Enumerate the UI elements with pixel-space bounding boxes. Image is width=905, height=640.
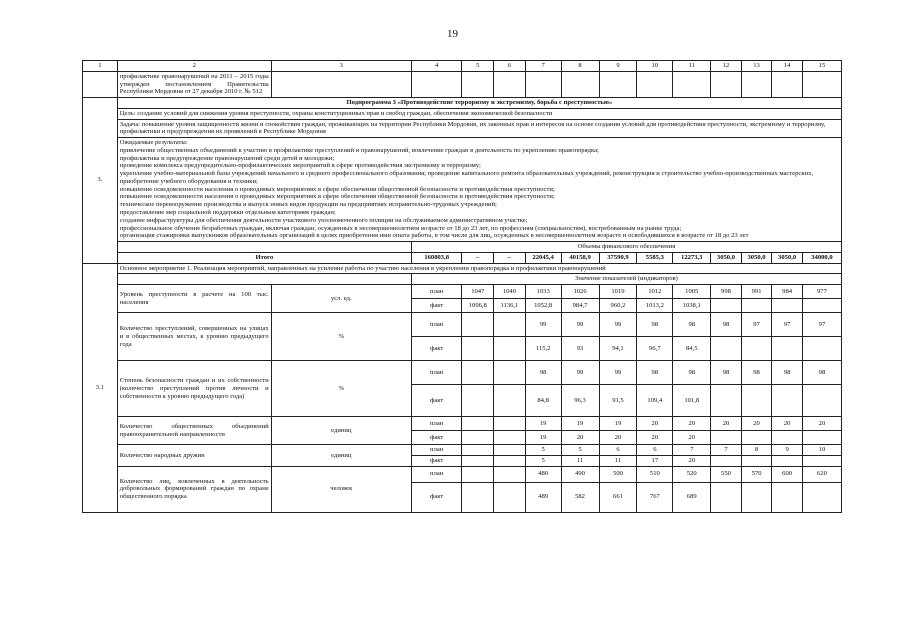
indicators-header: Значение показателей (индикаторов) [411, 274, 841, 285]
indicator-value: 98 [673, 361, 711, 385]
indicator-value: 98 [711, 313, 742, 337]
subprogram-title: Подпрограмма 3 «Противодействие терроризму и экстремизму, борьба с преступностью» [117, 98, 841, 109]
indicator-value [462, 337, 494, 361]
indicator-value [494, 482, 526, 512]
plan-fact-label: факт [411, 299, 462, 313]
indicator-value [462, 455, 494, 466]
indicator-value: 20 [599, 431, 637, 445]
indicator-value: 510 [637, 466, 673, 482]
result-item: укрепление учебно-материальной базы учреждений начального и среднего профессионального образования; проведение капитального ремонта образовательных учреждений, реконструкция и строительство учебно-производственных мастерских, приобретение учебного оборудования и техники; [119, 170, 814, 185]
indicator-value: 11 [561, 455, 599, 466]
indicator-value [462, 466, 494, 482]
indicator-value [772, 482, 803, 512]
column-number: 10 [637, 61, 673, 72]
subprogram-number: 3. [83, 98, 118, 264]
indicator-value: 520 [673, 466, 711, 482]
indicator-value [462, 313, 494, 337]
indicator-value [494, 417, 526, 431]
indicator-value [462, 445, 494, 456]
column-number: 2 [117, 61, 271, 72]
indicator-value: 20 [673, 431, 711, 445]
indicator-value [802, 431, 841, 445]
indicator-value: 115,2 [525, 337, 561, 361]
indicator-value [494, 385, 526, 417]
results-row [83, 138, 842, 242]
indicator-value: 10 [802, 445, 841, 456]
indicator-value [494, 337, 526, 361]
total-value: 3050,0 [772, 252, 803, 263]
indicator-value: 490 [561, 466, 599, 482]
column-number: 6 [494, 61, 526, 72]
indicator-value: 984,7 [561, 299, 599, 313]
indicator-unit: единиц [271, 417, 411, 445]
indicator-value [494, 361, 526, 385]
indicator-value: 1026 [561, 285, 599, 299]
indicator-value: 20 [711, 417, 742, 431]
indicator-value: 1136,1 [494, 299, 526, 313]
plan-fact-label: план [411, 313, 462, 337]
indicator-value: 1096,8 [462, 299, 494, 313]
indicator-unit: % [271, 313, 411, 361]
indicator-value [802, 337, 841, 361]
indicator-value [462, 431, 494, 445]
result-item: Ожидаемые результаты: [119, 139, 188, 147]
indicator-value [741, 455, 772, 466]
column-number: 4 [411, 61, 462, 72]
indicator-row [83, 417, 842, 431]
plan-fact-label: план [411, 445, 462, 456]
indicator-value: 20 [637, 431, 673, 445]
indicator-name: Количество лиц, вовлеченных в деятельность добровольных формирований граждан по охране общественного порядка [117, 466, 271, 512]
indicator-value: 20 [673, 417, 711, 431]
indicator-unit: усл. ед. [271, 285, 411, 313]
continuation-row [83, 71, 842, 97]
indicator-value: 570 [741, 466, 772, 482]
indicator-value [741, 299, 772, 313]
indicator-value: 19 [525, 431, 561, 445]
plan-fact-label: план [411, 285, 462, 299]
indicator-name: Степень безопасности граждан и их собственности (количество преступлений против личности и собственности к уровню предыдущего года) [117, 361, 271, 417]
plan-fact-label: план [411, 361, 462, 385]
indicator-value: 84,8 [525, 385, 561, 417]
indicator-unit: % [271, 361, 411, 417]
total-value: 3050,0 [711, 252, 742, 263]
indicator-value: 98 [673, 313, 711, 337]
column-number: 1 [83, 61, 118, 72]
indicator-value: 109,4 [637, 385, 673, 417]
indicator-value [494, 313, 526, 337]
indicator-value: 20 [561, 431, 599, 445]
program-table [82, 60, 842, 513]
indicator-value [462, 361, 494, 385]
indicator-value: 767 [637, 482, 673, 512]
subprogram-goal: Цель: создание условий для снижения уровня преступности, охраны конституционных прав и свобод граждан, обеспечения экономической безопасности [117, 108, 841, 119]
indicator-value: 1052,8 [525, 299, 561, 313]
main-event-number: 3.1 [83, 263, 118, 512]
funding-header-row [83, 242, 842, 253]
plan-fact-label: факт [411, 337, 462, 361]
indicator-value: 1038,1 [673, 299, 711, 313]
plan-fact-label: факт [411, 385, 462, 417]
total-value: 34000,0 [802, 252, 841, 263]
indicator-name: Количество народных дружин [117, 445, 271, 467]
total-value: 22045,4 [525, 252, 561, 263]
indicator-value: 98 [802, 361, 841, 385]
indicator-value [741, 431, 772, 445]
indicator-row [83, 361, 842, 385]
indicator-name: Количество преступлений, совершенных на улицах и в общественных местах, к уровню предыдущего года [117, 313, 271, 361]
indicator-value [462, 482, 494, 512]
indicator-value: 9 [772, 445, 803, 456]
indicator-value: 20 [637, 417, 673, 431]
indicator-value [711, 299, 742, 313]
indicator-name: Уровень преступности в расчете на 100 тыс. населения [117, 285, 271, 313]
continuation-text: профилактике правонарушений на 2011 – 2015 годы утвержден постановлением Правительства Республики Мордовия от 27 декабря 2010 г. № 512 [117, 71, 271, 97]
main-event-text: Основное мероприятие 1. Реализация мероприятий, направленных на усиление работы по участию населения в укреплении правопорядка и профилактики правонарушений [117, 263, 841, 274]
result-item: техническое перевооружение производства и выпуск новых видов продукции на предприятиях исправительно-трудовых учреждений; [119, 201, 497, 209]
indicator-value: 977 [802, 285, 841, 299]
subprogram-task: Задача: повышение уровня защищенности жизни и спокойствия граждан, проживающих на территории Республики Мордовия, их законных прав и интересов на основе создания условий для противодействия преступности, экстремизму и терроризму, профилактики и предупреждения их проявлений в Республике Мордовия [117, 119, 841, 138]
indicator-value: 99 [599, 361, 637, 385]
indicator-value: 98 [772, 361, 803, 385]
indicator-value [494, 445, 526, 456]
indicator-value [802, 482, 841, 512]
indicator-value [711, 385, 742, 417]
indicator-value [741, 385, 772, 417]
total-value: 40158,9 [561, 252, 599, 263]
column-number: 7 [525, 61, 561, 72]
indicator-value: 500 [599, 466, 637, 482]
indicator-value: 93 [561, 337, 599, 361]
result-item: создание инфраструктуры для обеспечения деятельности участкового уполномоченного полиции на обслуживаемом административном участке; [119, 216, 528, 224]
indicator-value: 5 [525, 445, 561, 456]
indicator-value: 1040 [494, 285, 526, 299]
indicator-value [462, 385, 494, 417]
indicator-value: 550 [711, 466, 742, 482]
indicator-row [83, 313, 842, 337]
total-value: 160803,8 [411, 252, 462, 263]
indicator-value [772, 431, 803, 445]
indicator-value: 8 [741, 445, 772, 456]
indicator-row [83, 285, 842, 299]
indicator-value: 98 [637, 361, 673, 385]
indicator-value [802, 385, 841, 417]
indicator-value: 689 [673, 482, 711, 512]
plan-fact-label: план [411, 466, 462, 482]
result-item: повышение осведомленности населения о проводимых мероприятиях в сфере обеспечения общественной безопасности и противодействия преступности; [119, 185, 555, 193]
column-number: 12 [711, 61, 742, 72]
indicator-value [772, 385, 803, 417]
task-row [83, 119, 842, 138]
indicator-value: 6 [637, 445, 673, 456]
column-number: 11 [673, 61, 711, 72]
indicator-value: 1033 [525, 285, 561, 299]
indicator-value: 99 [561, 361, 599, 385]
indicator-value: 94,1 [599, 337, 637, 361]
total-value: 37590,9 [599, 252, 637, 263]
indicator-value: 1047 [462, 285, 494, 299]
indicator-value: 984 [772, 285, 803, 299]
result-item: проведение комплекса предупредительно-профилактических мероприятий в сфере противодействия экстремизму и терроризму; [119, 162, 481, 170]
indicator-value [802, 455, 841, 466]
indicator-value: 600 [772, 466, 803, 482]
plan-fact-label: план [411, 417, 462, 431]
indicator-value: 7 [711, 445, 742, 456]
funding-header: Объемы финансового обеспечения [411, 242, 841, 253]
result-item: привлечение общественных объединений к участию в профилактике преступлений и правонарушений, вовлечение граждан в деятельность по укреплению правопорядка; [119, 146, 599, 154]
indicator-unit: человек [271, 466, 411, 512]
indicator-value: 99 [525, 313, 561, 337]
column-number: 13 [741, 61, 772, 72]
indicator-value [772, 299, 803, 313]
indicator-value: 20 [741, 417, 772, 431]
indicator-value [711, 482, 742, 512]
result-item: организация стажировки выпускников образовательных организаций в целях приобретения ими опыта работы, в том числе для лиц, осужденных в несовершеннолетнем возрасте и освободившихся в возрасте от 18 до 23 лет [119, 232, 749, 240]
indicator-value [711, 455, 742, 466]
indicator-value: 1013,2 [637, 299, 673, 313]
result-item: повышение осведомленности населения о проводимых мероприятиях в сфере обеспечения общественной безопасности и противодействия преступности; [119, 193, 555, 201]
indicator-value: 20 [673, 455, 711, 466]
indicator-value [494, 431, 526, 445]
column-number: 14 [772, 61, 803, 72]
indicator-value [741, 482, 772, 512]
indicator-value: 97 [772, 313, 803, 337]
indicator-value: 98 [637, 313, 673, 337]
indicator-value: 1012 [637, 285, 673, 299]
header-row [83, 61, 842, 72]
indicator-value: 101,8 [673, 385, 711, 417]
goal-row [83, 108, 842, 119]
indicator-value [494, 455, 526, 466]
indicator-value: 98 [711, 361, 742, 385]
indicator-value [802, 299, 841, 313]
indicator-value: 11 [599, 455, 637, 466]
indicator-value: 998 [711, 285, 742, 299]
column-number: 5 [462, 61, 494, 72]
plan-fact-label: факт [411, 431, 462, 445]
indicator-value: 97 [741, 313, 772, 337]
total-value: – [462, 252, 494, 263]
total-label: Итого [117, 252, 411, 263]
indicator-value [741, 337, 772, 361]
indicator-value: 96,7 [637, 337, 673, 361]
result-item: профессиональное обучение безработных граждан, включая граждан, осужденных в несовершеннолетнем возрасте от 18 до 23 лет, по профессиям (специальностям), востребованным на рынке труда; [119, 224, 682, 232]
indicator-value: 991 [741, 285, 772, 299]
total-value: 12273,3 [673, 252, 711, 263]
indicator-value [494, 466, 526, 482]
result-item: профилактика и предупреждение правонарушений среди детей и молодежи; [119, 154, 335, 162]
indicator-value: 98 [525, 361, 561, 385]
indicator-row [83, 445, 842, 456]
subprogram-title-row [83, 98, 842, 109]
column-number: 3 [271, 61, 411, 72]
indicator-value: 19 [525, 417, 561, 431]
total-value: – [494, 252, 526, 263]
indicator-value: 19 [599, 417, 637, 431]
indicator-value: 582 [561, 482, 599, 512]
column-number: 8 [561, 61, 599, 72]
main-event-row [83, 263, 842, 274]
expected-results [117, 138, 841, 242]
indicator-value: 5 [525, 455, 561, 466]
indicator-value: 661 [599, 482, 637, 512]
result-item: предоставление мер социальной поддержки отдельным категориям граждан; [119, 209, 336, 217]
indicator-value: 20 [802, 417, 841, 431]
indicator-unit: единиц [271, 445, 411, 467]
indicator-value: 7 [673, 445, 711, 456]
total-value: 3050,0 [741, 252, 772, 263]
page-number: 19 [447, 28, 458, 40]
indicator-name: Количество общественных объединений правоохранительной направленности [117, 417, 271, 445]
indicator-value [711, 337, 742, 361]
indicator-value: 99 [599, 313, 637, 337]
indicator-value [772, 337, 803, 361]
indicator-value: 97 [802, 313, 841, 337]
indicator-value: 98 [741, 361, 772, 385]
indicator-row [83, 466, 842, 482]
indicator-value: 5 [561, 445, 599, 456]
total-row [83, 252, 842, 263]
indicator-value: 91,5 [599, 385, 637, 417]
indicator-value: 480 [525, 466, 561, 482]
indicator-value: 489 [525, 482, 561, 512]
column-number: 9 [599, 61, 637, 72]
indicators-header-row [83, 274, 842, 285]
column-number: 15 [802, 61, 841, 72]
indicator-value: 84,5 [673, 337, 711, 361]
plan-fact-label: факт [411, 455, 462, 466]
total-value: 5585,3 [637, 252, 673, 263]
indicator-value [711, 431, 742, 445]
indicator-value: 6 [599, 445, 637, 456]
indicator-value [462, 417, 494, 431]
indicator-value: 99 [561, 313, 599, 337]
plan-fact-label: факт [411, 482, 462, 512]
indicator-value: 20 [772, 417, 803, 431]
indicator-value: 1005 [673, 285, 711, 299]
indicator-value [772, 455, 803, 466]
indicator-value: 19 [561, 417, 599, 431]
indicator-value: 960,2 [599, 299, 637, 313]
indicator-value: 620 [802, 466, 841, 482]
indicator-value: 1019 [599, 285, 637, 299]
indicator-value: 96,3 [561, 385, 599, 417]
indicator-value: 17 [637, 455, 673, 466]
